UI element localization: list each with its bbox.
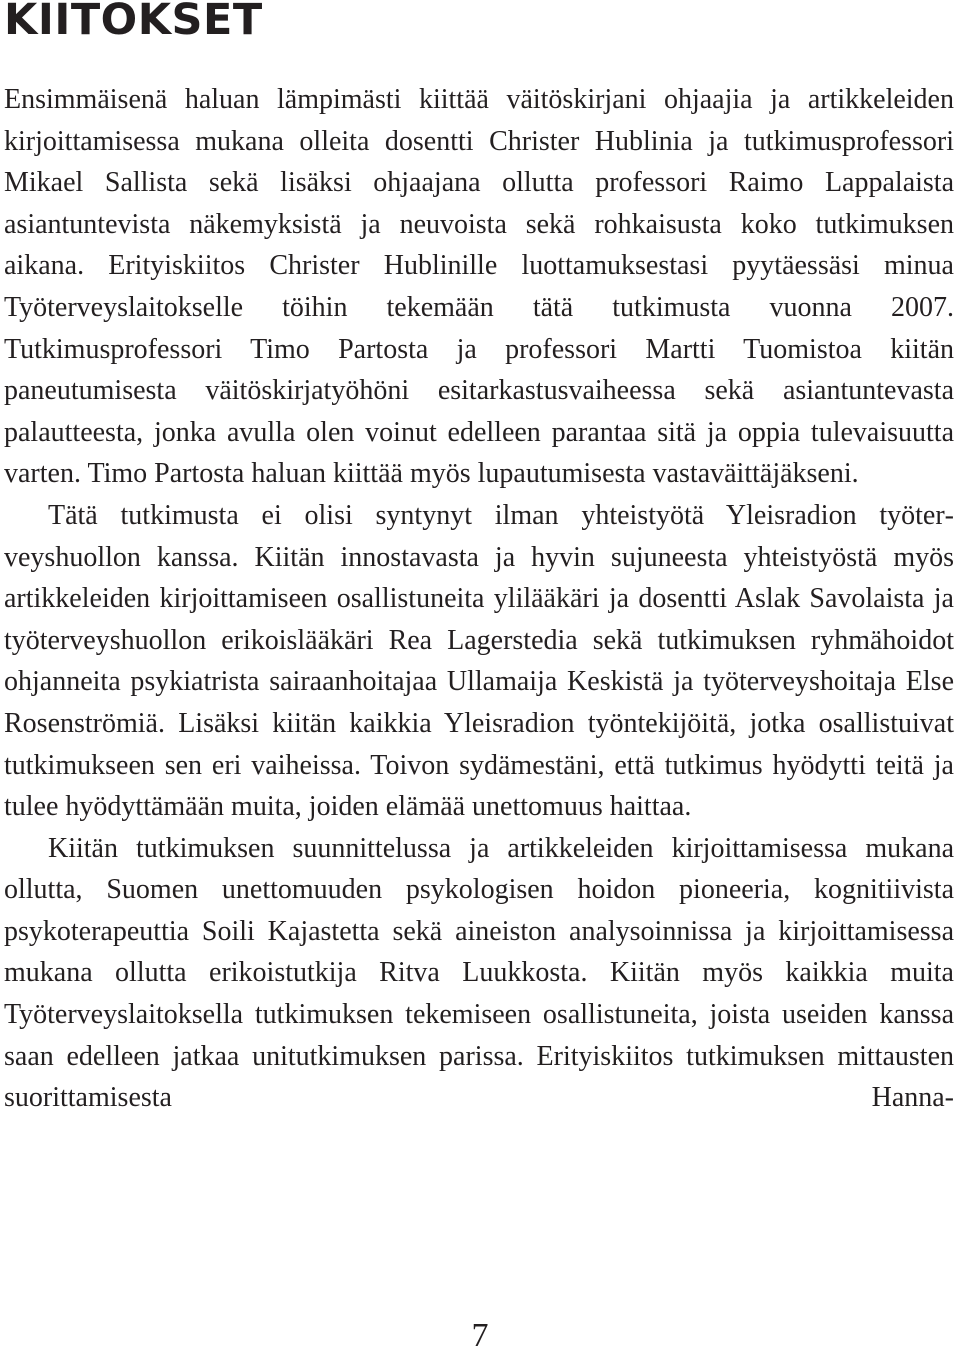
body-text: [4, 79, 954, 1119]
page-title: KIITOKSET: [4, 0, 263, 45]
paragraph: Kiitän tutkimuksen suunnittelussa ja artikkeleiden kirjoittamisessa mukana ollutta, Suomen unettomuuden psykologisen hoidon pioneeria, kognitiivista psykoterapeuttia Soili Kajastetta sekä aineiston analysoinnissa ja kirjoittamisessa mukana ollutta erikoistutkija Ritva Luukkosta. Kiitän myös kaikkia muita Työterveyslaitoksella tutkimuksen tekemiseen osallistuneita, joista useiden kanssa saan edelleen jatkaa unitutkimuksen parissa. Erityiskiitos tutkimuksen mittausten suorittamisesta Hanna-: [4, 832, 954, 1114]
page-number: 7: [471, 1317, 489, 1354]
paragraph: Tätä tutkimusta ei olisi syntynyt ilman yhteistyötä Yleisradion työterveyshuollon kanssa. Kiitän innostavasta ja hyvin sujuneesta yhteistyöstä myös artikkeleiden kirjoittamiseen osallistuneita ylilääkäri ja dosentti Aslak Savolaista ja työterveyshuollon erikoislääkäri Rea Lagerstedia sekä tutkimuksen ryhmähoidot ohjanneita psykiatrista sairaanhoitajaa Ullamaija Keskistä ja työterveyshoitaja Else Rosenströmiä. Lisäksi kiitän kaikkia Yleisradion työntekijöitä, jotka osallistuivat tutkimukseen sen eri vaiheissa. Toivon sydämestäni, että tutkimus hyödytti teitä ja tulee hyödyttämään muita, joiden elämää unettomuus haittaa.: [4, 499, 954, 823]
paragraph: Ensimmäisenä haluan lämpimästi kiittää väitöskirjani ohjaajia ja artikkeleiden kirjoittamisessa mukana olleita dosentti Christer Hublinia ja tutkimusprofessori Mikael Sallista sekä lisäksi ohjaajana ollutta professori Raimo Lappalaista asiantuntevista näkemyksistä ja neuvoista sekä rohkaisusta koko tutkimuksen aikana. Erityiskiitos Christer Hublinille luottamuksestasi pyytäessäsi minua Työterveyslaitokselle töihin tekemään tätä tutkimusta vuonna 2007. Tutkimusprofessori Timo Partosta ja professori Martti Tuomistoa kiitän paneutumisesta väitöskirjatyöhöni esitarkastusvaiheessa sekä asiantuntevasta palautteesta, jonka avulla olen voinut edelleen parantaa sitä ja oppia tulevaisuutta varten. Timo Partosta haluan kiittää myös lupautumisesta vastaväittäjäkseni.: [4, 84, 954, 490]
